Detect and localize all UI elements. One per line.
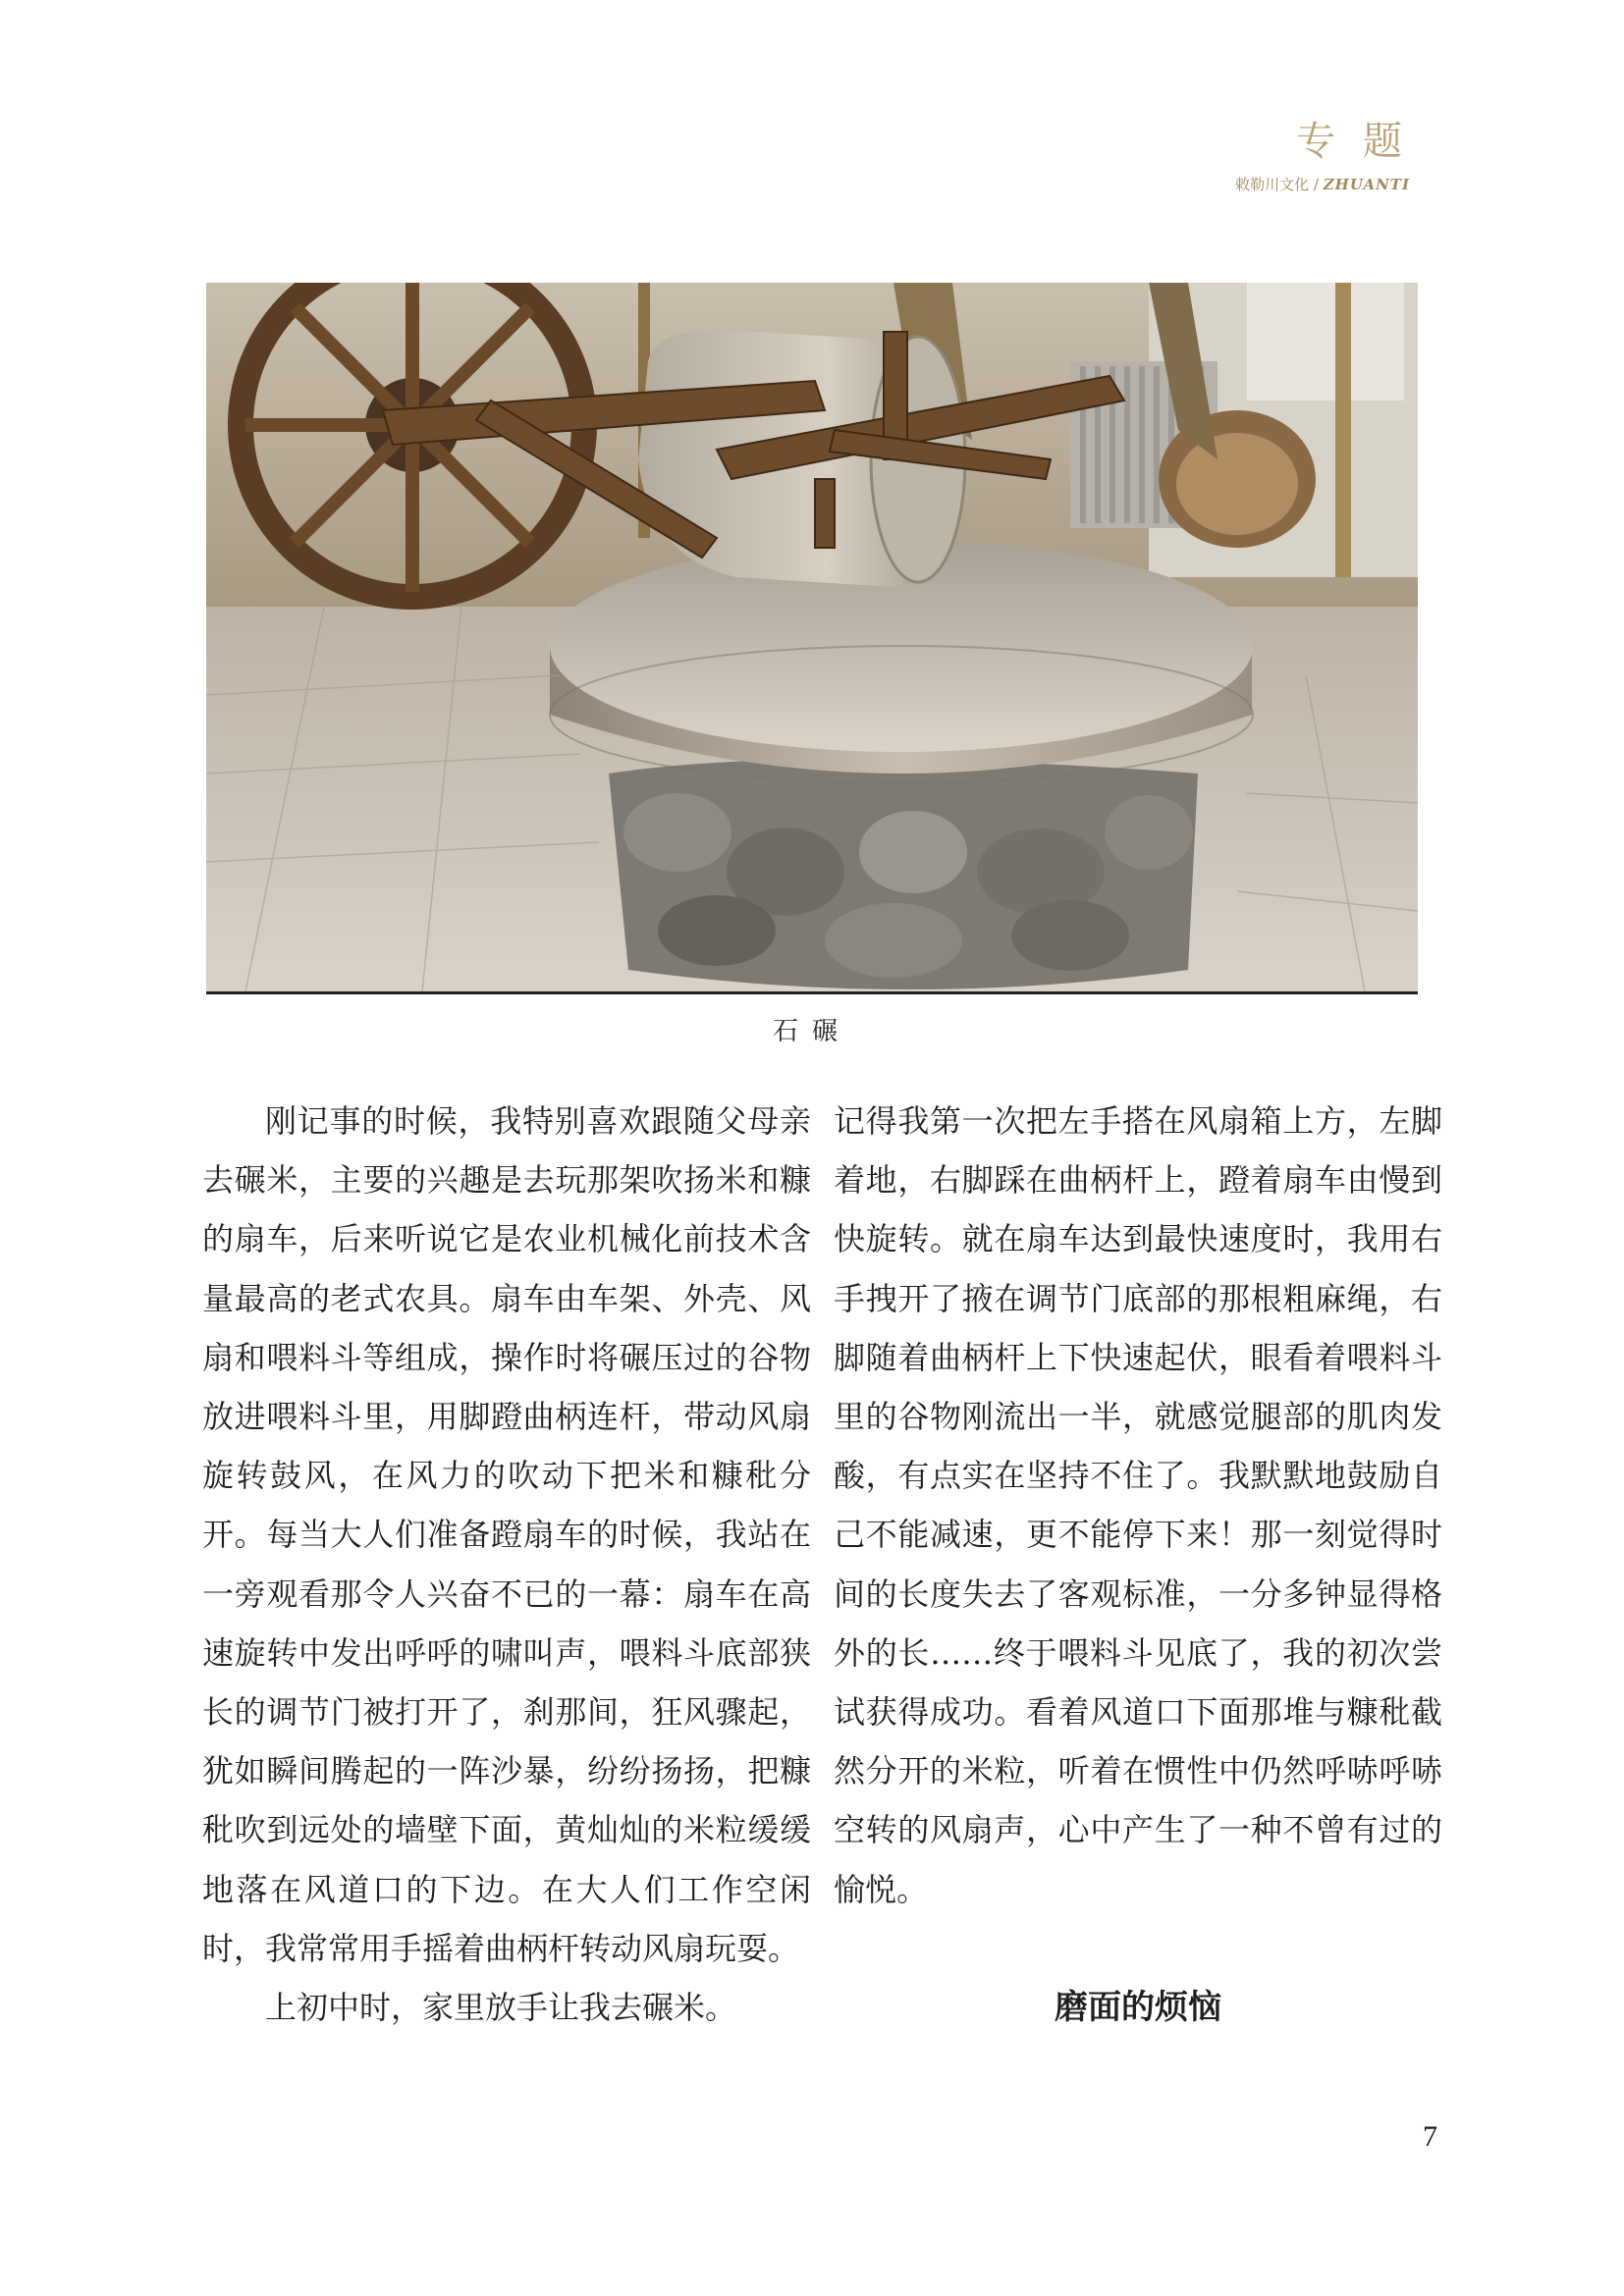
paragraph: 刚记事的时候，我特别喜欢跟随父母亲去碾米，主要的兴趣是去玩那架吹扬米和糠的扇车，后来听说它是农业机械化前技术含量最高的老式农具。扇车由车架、外壳、风扇和喂料斗等组成，操作时将碾压过的谷物放进喂料斗里，用脚蹬曲柄连杆，带动风扇旋转鼓风，在风力的吹动下把米和糠秕分开。每当大人们准备蹬扇车的时候，我站在一旁观看那令人兴奋不已的一幕：扇车在高速旋转中发出呼呼的啸叫声，喂料斗底部狭长的调节门被打开了，刹那间，狂风骤起，犹如瞬间腾起的一阵沙暴，纷纷扬扬，把糠秕吹到远处的墙壁下面，黄灿灿的米粒缓缓地落在风道口的下边。在大人们工作空闲时，我常常用手摇着曲柄杆转动风扇玩耍。 — [202, 1102, 811, 1967]
page-number: 7 — [1423, 2120, 1437, 2153]
section-subtitle — [1235, 174, 1410, 194]
article-column-right — [834, 1092, 1442, 2037]
subtitle-separator: / — [1313, 176, 1319, 193]
article-column-left — [202, 1092, 811, 2037]
section-title: 专题 — [1296, 119, 1430, 164]
stone-mill-roller-illustration — [206, 283, 1418, 991]
page-header — [1235, 110, 1430, 194]
figure-caption: 石碾 — [772, 1017, 851, 1046]
paragraph: 记得我第一次把左手搭在风扇箱上方，左脚着地，右脚踩在曲柄杆上，蹬着扇车由慢到快旋转。就在扇车达到最快速度时，我用右手拽开了掖在调节门底部的那根粗麻绳，右脚随着曲柄杆上下快速起伏，眼看着喂料斗里的谷物刚流出一半，就感觉腿部的肌肉发酸，有点实在坚持不住了。我默默地鼓励自己不能减速，更不能停下来！那一刻觉得时间的长度失去了客观标准，一分多钟显得格外的长……终于喂料斗见底了，我的初次尝试获得成功。看着风道口下面那堆与糠秕截然分开的米粒，听着在惯性中仍然呼哧呼哧空转的风扇声，心中产生了一种不曾有过的愉悦。 — [834, 1102, 1442, 1908]
paragraph: 上初中时，家里放手让我去碾米。 — [265, 1989, 737, 2027]
subtitle-en: ZHUANTI — [1323, 176, 1410, 193]
stone-mill-photo — [206, 283, 1418, 994]
cobblestone-base — [609, 759, 1198, 989]
subtitle-cn: 敕勒川文化 — [1235, 176, 1310, 193]
section-subheading: 磨面的烦恼 — [1055, 1987, 1221, 2027]
